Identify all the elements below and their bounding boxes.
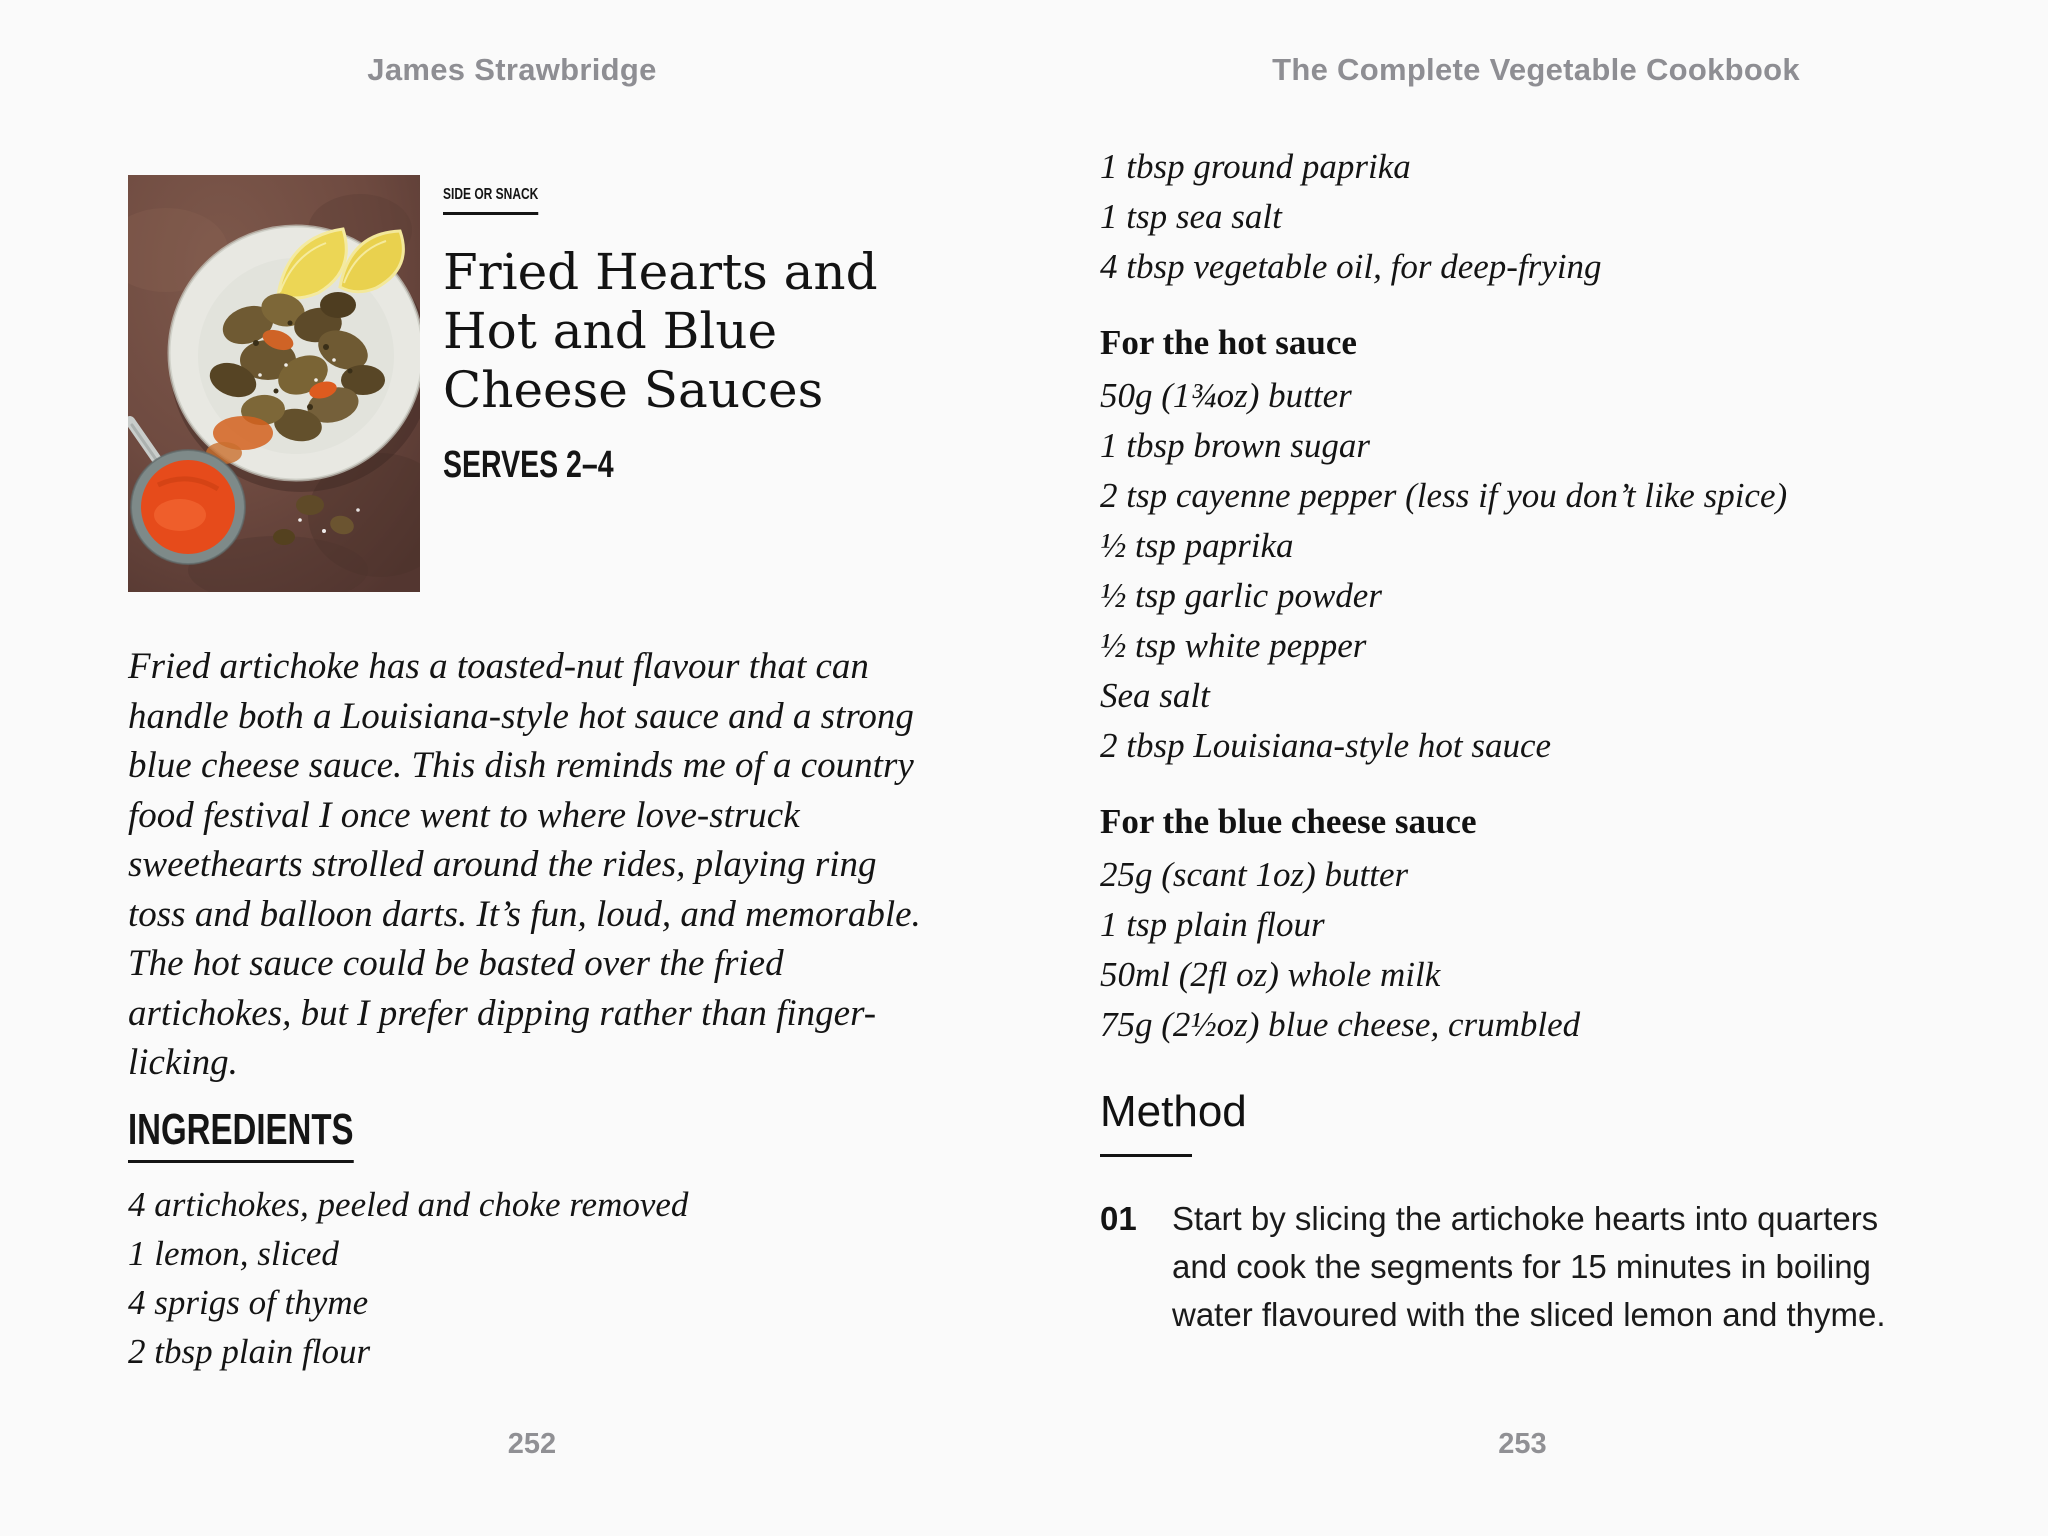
hot-sauce-heading: For the hot sauce [1100, 323, 1357, 362]
ingredient-item: 1 tbsp ground paprika [1100, 147, 1411, 186]
book-title-running-header: The Complete Vegetable Cookbook [1272, 52, 1800, 87]
ingredients-list-continued [1100, 142, 1945, 292]
recipe-title-block [443, 186, 1009, 484]
ingredients-heading [128, 1105, 429, 1163]
ingredient-item: 1 tbsp brown sugar [1100, 426, 1371, 465]
ingredient-item: 2 tbsp plain flour [128, 1332, 371, 1371]
ingredient-item: 50ml (2fl oz) whole milk [1100, 955, 1441, 994]
recipe-description: Fried artichoke has a toasted-nut flavour that can handle both a Louisiana-style hot sauce and a strong blue cheese sauce. This dish reminds me of a country food festival I once went to where love-struck sweethearts strolled around the rides, playing ring toss and balloon darts. It’s fun, loud, and memorable. The hot sauce could be basted over the fried artichokes, but I prefer dipping rather than finger-licking. [128, 646, 921, 1083]
blue-cheese-heading: For the blue cheese sauce [1100, 802, 1477, 841]
ingredient-item: 4 sprigs of thyme [128, 1283, 369, 1322]
recipe-title [443, 243, 1009, 420]
recipe-title-line: Hot and Blue [443, 302, 778, 360]
method-step-text: Start by slicing the artichoke hearts into quarters and cook the segments for 15 minutes in boiling water flavoured with the sliced lemon and thyme. [1172, 1200, 1886, 1333]
method-steps [1100, 1195, 1945, 1339]
recipe-title-line: Cheese Sauces [443, 361, 824, 419]
ingredient-item: 2 tsp cayenne pepper (less if you don’t like spice) [1100, 476, 1788, 515]
ingredient-item: 2 tbsp Louisiana-style hot sauce [1100, 726, 1552, 765]
ingredient-item: 4 tbsp vegetable oil, for deep-frying [1100, 247, 1602, 286]
ingredients-heading-label: INGREDIENTS [128, 1108, 354, 1163]
recipe-serves [443, 446, 1009, 484]
ingredient-item: ½ tsp white pepper [1100, 626, 1367, 665]
ingredient-item: Sea salt [1100, 676, 1210, 715]
ingredient-item: 4 artichokes, peeled and choke removed [128, 1185, 689, 1224]
right-page-number: 253 [1498, 1428, 1547, 1460]
ingredient-item: 75g (2½oz) blue cheese, crumbled [1100, 1005, 1581, 1044]
ingredient-item: 50g (1¾oz) butter [1100, 376, 1352, 415]
ingredients-list-hot-sauce [1100, 371, 1945, 771]
recipe-category [443, 186, 1009, 215]
ingredients-list-blue-cheese [1100, 850, 1945, 1050]
method-section [1100, 1087, 1945, 1339]
left-page-number: 252 [507, 1428, 557, 1460]
ingredients-list-left [128, 1180, 968, 1376]
right-page [1024, 0, 2048, 1536]
method-heading: Method [1100, 1087, 1247, 1136]
recipe-photo [128, 175, 420, 592]
right-column [1100, 142, 1945, 1339]
recipe-serves-label: SERVES 2–4 [443, 444, 614, 486]
ingredient-item: 1 tsp sea salt [1100, 197, 1282, 236]
recipe-category-label: SIDE OR SNACK [443, 186, 538, 215]
author-running-header: James Strawbridge [367, 52, 657, 87]
ingredient-item: 1 lemon, sliced [128, 1234, 339, 1273]
method-heading-rule [1100, 1154, 1192, 1157]
method-step-number: 01 [1100, 1200, 1137, 1237]
ingredient-item: ½ tsp paprika [1100, 526, 1294, 565]
ingredient-item: 1 tsp plain flour [1100, 905, 1325, 944]
method-step [1100, 1195, 1945, 1339]
ingredient-item: 25g (scant 1oz) butter [1100, 855, 1409, 894]
ingredient-item: ½ tsp garlic powder [1100, 576, 1382, 615]
recipe-title-line: Fried Hearts and [443, 243, 878, 301]
